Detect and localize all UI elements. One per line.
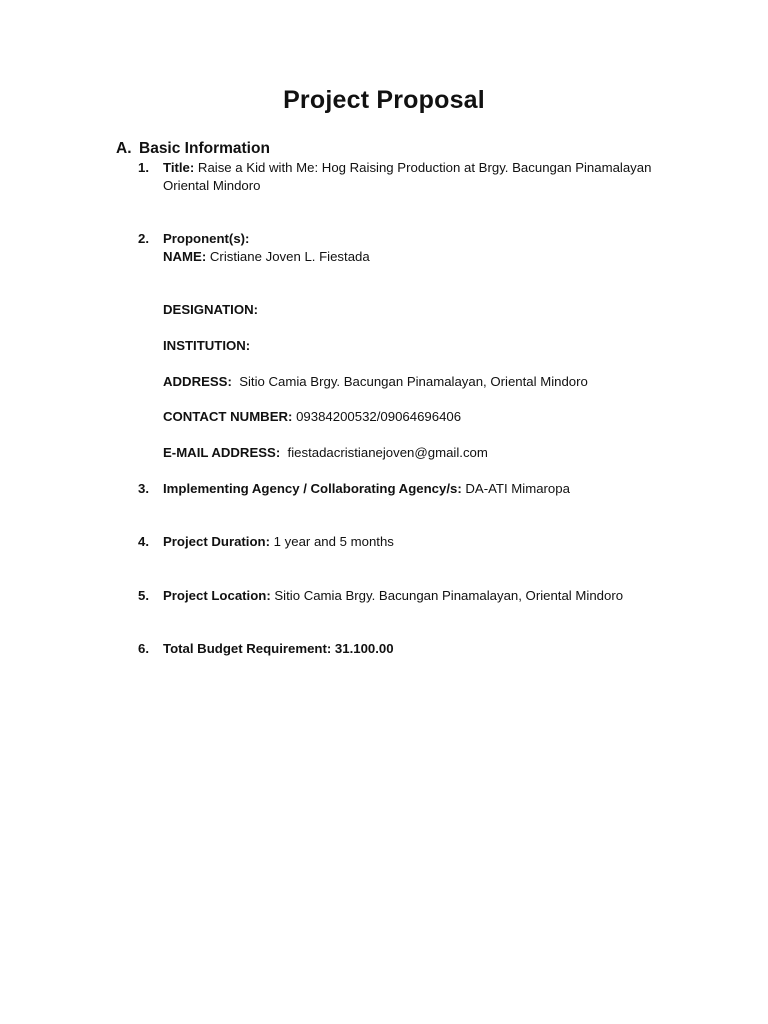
document-title: Project Proposal [283,86,485,114]
institution-label: INSTITUTION: [163,338,251,353]
institution-line [163,337,703,355]
location-value: Sitio Camia Brgy. Bacungan Pinamalayan, Oriental Mindoro [270,588,624,603]
address-value: Sitio Camia Brgy. Bacungan Pinamalayan, Oriental Mindoro [231,374,588,389]
address-line [163,373,703,391]
email-label: E-MAIL ADDRESS: [163,445,281,460]
title-value-line1: Raise a Kid with Me: Hog Raising Production at Brgy. Bacungan Pinamalayan [194,160,652,175]
title-label: Title: [163,160,195,175]
contact-line [163,408,703,426]
section-letter: A. [116,140,132,157]
item-number: 2. [138,231,149,246]
section-basic-information [116,140,270,158]
item-duration [138,533,698,551]
email-line [163,444,703,462]
item-number: 6. [138,641,149,656]
item-budget [138,640,698,658]
duration-label: Project Duration: [163,534,270,549]
email-value: fiestadacristianejoven@gmail.com [280,445,488,460]
designation-line [163,301,703,319]
item-number: 4. [138,534,149,549]
contact-label: CONTACT NUMBER: [163,409,293,424]
designation-label: DESIGNATION: [163,302,258,317]
address-label: ADDRESS: [163,374,232,389]
item-agency [138,480,698,498]
section-heading: Basic Information [139,140,270,157]
item-title [138,159,698,195]
item-number: 1. [138,160,149,175]
item-number: 5. [138,588,149,603]
agency-value: DA-ATI Mimaropa [461,481,570,496]
agency-label: Implementing Agency / Collaborating Agency/s: [163,481,462,496]
duration-value: 1 year and 5 months [269,534,394,549]
item-proponent [138,230,698,266]
location-label: Project Location: [163,588,271,603]
title-value-line2: Oriental Mindoro [163,178,261,193]
item-number: 3. [138,481,149,496]
budget-label: Total Budget Requirement: 31.100.00 [163,641,394,656]
name-value: Cristiane Joven L. Fiestada [206,249,370,264]
contact-value: 09384200532/09064696406 [292,409,462,424]
item-location [138,587,698,605]
name-label: NAME: [163,249,207,264]
proponent-label: Proponent(s): [163,231,250,246]
